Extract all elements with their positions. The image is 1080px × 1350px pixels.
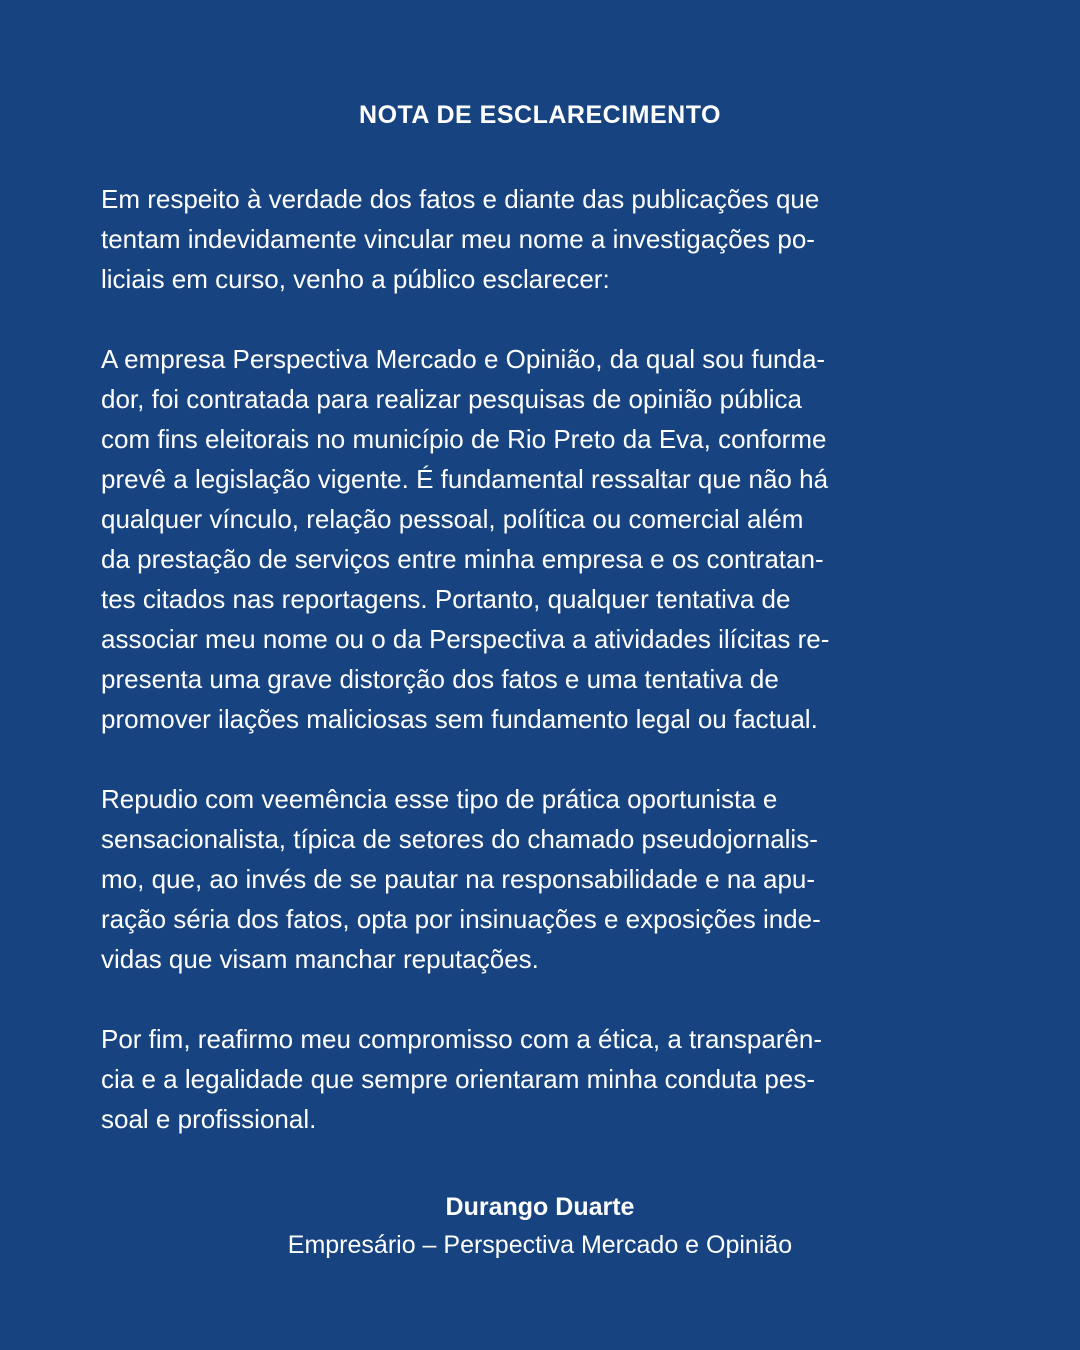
statement-title: NOTA DE ESCLARECIMENTO: [359, 101, 721, 129]
paragraph-company: [101, 339, 979, 739]
paragraph-repudiation: [101, 779, 979, 979]
paragraph-line: tentam indevidamente vincular meu nome a investigações po-: [101, 224, 815, 254]
paragraph-line: presenta uma grave distorção dos fatos e uma tentativa de: [101, 664, 779, 694]
statement-body: [101, 179, 979, 1139]
paragraph-line: tes citados nas reportagens. Portanto, qualquer tentativa de: [101, 584, 791, 614]
paragraph-line: dor, foi contratada para realizar pesquisas de opinião pública: [101, 384, 803, 414]
paragraph-line: Por fim, reafirmo meu compromisso com a ética, a transparên-: [101, 1024, 823, 1054]
paragraph-line: Repudio com veemência esse tipo de prática oportunista e: [101, 784, 778, 814]
paragraph-line: da prestação de serviços entre minha empresa e os contratan-: [101, 544, 824, 574]
signature-block: [101, 1188, 979, 1264]
signature-name: Durango Duarte: [445, 1193, 635, 1221]
paragraph-line: sensacionalista, típica de setores do chamado pseudojornalis-: [101, 824, 818, 854]
paragraph-line: prevê a legislação vigente. É fundamental ressaltar que não há: [101, 464, 829, 494]
paragraph-line: A empresa Perspectiva Mercado e Opinião, da qual sou funda-: [101, 344, 826, 374]
paragraph-line: vidas que visam manchar reputações.: [101, 944, 539, 974]
paragraph-line: promover ilações maliciosas sem fundamento legal ou factual.: [101, 704, 818, 734]
paragraph-line: Em respeito à verdade dos fatos e diante das publicações que: [101, 184, 820, 214]
paragraph-intro: [101, 179, 979, 299]
paragraph-line: soal e profissional.: [101, 1104, 317, 1134]
paragraph-line: associar meu nome ou o da Perspectiva a atividades ilícitas re-: [101, 624, 830, 654]
paragraph-line: qualquer vínculo, relação pessoal, política ou comercial além: [101, 504, 804, 534]
paragraph-line: ração séria dos fatos, opta por insinuações e exposições inde-: [101, 904, 821, 934]
paragraph-line: mo, que, ao invés de se pautar na responsabilidade e na apu-: [101, 864, 816, 894]
paragraph-line: liciais em curso, venho a público esclarecer:: [101, 264, 610, 294]
paragraph-line: cia e a legalidade que sempre orientaram minha conduta pes-: [101, 1064, 815, 1094]
paragraph-line: com fins eleitorais no município de Rio Preto da Eva, conforme: [101, 424, 827, 454]
signature-role: Empresário – Perspectiva Mercado e Opinião: [287, 1231, 793, 1259]
paragraph-closing: [101, 1019, 979, 1139]
